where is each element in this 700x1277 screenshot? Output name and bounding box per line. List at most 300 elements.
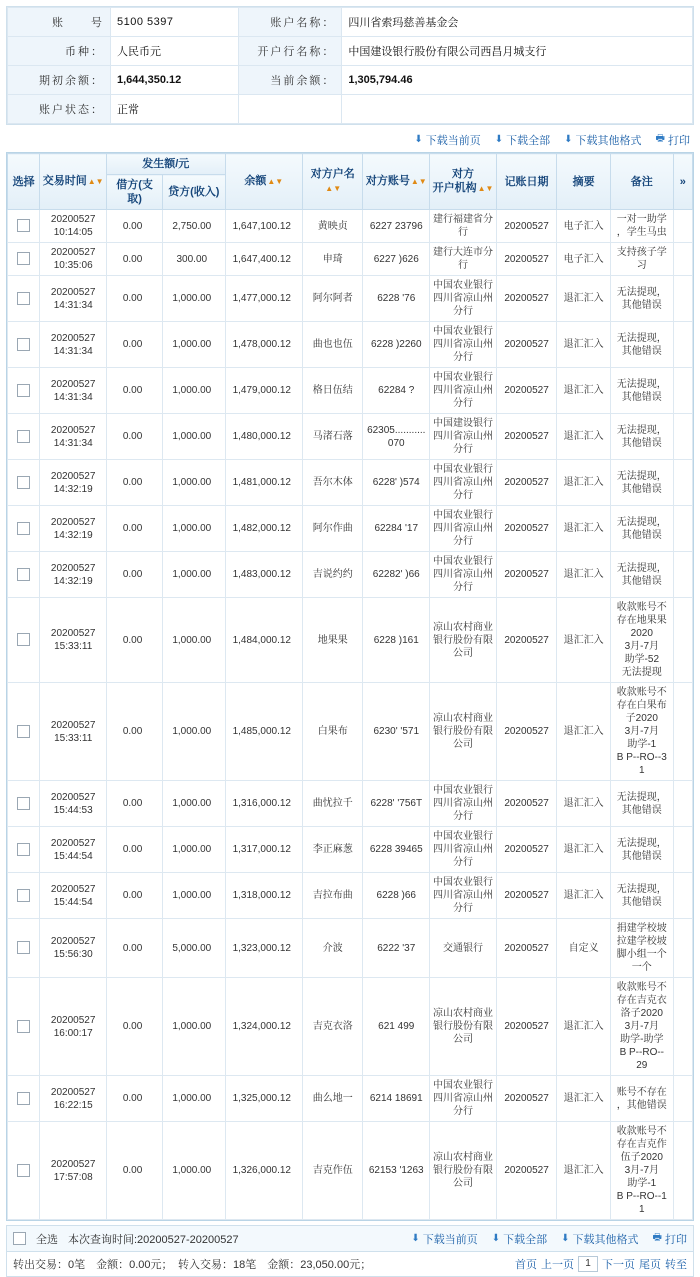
cell-balance: 1,647,100.12 <box>225 210 303 243</box>
cell-trade-time: 20200527 16:00:17 <box>40 978 107 1076</box>
row-select-cell[interactable] <box>8 414 40 460</box>
header-amount-group: 发生额/元 <box>107 154 225 175</box>
cell-counterparty-name: 曲也也伍 <box>303 322 363 368</box>
row-select-cell[interactable] <box>8 506 40 552</box>
info-value-account-name: 四川省索玛慈善基金会 <box>342 8 693 37</box>
cell-more <box>673 978 692 1076</box>
cell-abstract: 退汇汇入 <box>557 414 611 460</box>
cell-credit: 1,000.00 <box>163 276 225 322</box>
cell-abstract: 退汇汇入 <box>557 683 611 781</box>
row-checkbox[interactable] <box>17 476 30 489</box>
cell-remark: 无法提现， 其他错误 <box>611 873 673 919</box>
cell-balance: 1,482,000.12 <box>225 506 303 552</box>
cell-trade-time: 20200527 14:31:34 <box>40 322 107 368</box>
cell-debit: 0.00 <box>107 506 163 552</box>
link-label: 打印 <box>665 1233 687 1246</box>
row-select-cell[interactable] <box>8 1076 40 1122</box>
table-row[interactable] <box>8 460 693 506</box>
cell-counterparty-account: 6228' )574 <box>363 460 430 506</box>
cell-abstract: 退汇汇入 <box>557 276 611 322</box>
cell-record-date: 20200527 <box>496 243 556 276</box>
info-label: 账户名称： <box>239 8 342 37</box>
sort-icon: ▲▼ <box>325 184 342 193</box>
cell-credit: 300.00 <box>163 243 225 276</box>
header-more-columns[interactable]: » <box>673 154 692 210</box>
row-checkbox[interactable] <box>17 384 30 397</box>
info-value-current-balance: 1,305,794.46 <box>342 66 693 95</box>
header-label: 交易时间 <box>42 175 87 187</box>
table-row[interactable] <box>8 978 693 1076</box>
info-value-currency: 人民币元 <box>111 37 239 66</box>
cell-counterparty-account: 6230' '571 <box>363 683 430 781</box>
cell-record-date: 20200527 <box>496 1122 556 1220</box>
row-select-cell[interactable] <box>8 552 40 598</box>
row-checkbox[interactable] <box>17 430 30 443</box>
table-row[interactable] <box>8 598 693 683</box>
download-current-page-link[interactable] <box>414 132 480 148</box>
cell-abstract: 电子汇入 <box>557 243 611 276</box>
link-label: 下载其他格式 <box>572 1233 639 1246</box>
cell-debit: 0.00 <box>107 873 163 919</box>
cell-counterparty-bank: 中国农业银行 四川省凉山州 分行 <box>430 460 497 506</box>
cell-counterparty-name: 地果果 <box>303 598 363 683</box>
cell-record-date: 20200527 <box>496 683 556 781</box>
cell-debit: 0.00 <box>107 210 163 243</box>
cell-counterparty-account: 6228' '756T <box>363 781 430 827</box>
row-select-cell[interactable] <box>8 919 40 978</box>
cell-counterparty-bank: 中国农业银行 四川省凉山州 分行 <box>430 1076 497 1122</box>
cell-credit: 5,000.00 <box>163 919 225 978</box>
cell-counterparty-name: 吉拉布曲 <box>303 873 363 919</box>
cell-counterparty-account: 6228 39465 <box>363 827 430 873</box>
download-other-format-link[interactable] <box>564 132 641 148</box>
sort-icon: ▲▼ <box>477 184 494 193</box>
cell-counterparty-name: 吉克衣洛 <box>303 978 363 1076</box>
cell-abstract: 退汇汇入 <box>557 368 611 414</box>
cell-trade-time: 20200527 14:32:19 <box>40 506 107 552</box>
pager-jump[interactable]: 转至 <box>665 1259 687 1271</box>
row-select-cell[interactable] <box>8 827 40 873</box>
cell-record-date: 20200527 <box>496 276 556 322</box>
cell-record-date: 20200527 <box>496 873 556 919</box>
cell-debit: 0.00 <box>107 414 163 460</box>
cell-trade-time: 20200527 14:32:19 <box>40 460 107 506</box>
cell-counterparty-name: 白果布 <box>303 683 363 781</box>
info-row <box>8 8 693 37</box>
cell-counterparty-account: 62284 ? <box>363 368 430 414</box>
header-abstract: 摘要 <box>557 154 611 210</box>
download-icon: ⬇ <box>414 134 423 145</box>
cell-remark: 无法提现， 其他错误 <box>611 460 673 506</box>
cell-remark: 收款账号不 存在白果布 子2020 3月-7月 助学-1 B P--RO--3 1 <box>611 683 673 781</box>
info-empty-cell <box>239 95 342 124</box>
cell-credit: 1,000.00 <box>163 322 225 368</box>
cell-credit: 1,000.00 <box>163 552 225 598</box>
table-row[interactable] <box>8 1122 693 1220</box>
cell-counterparty-name: 阿尔阿者 <box>303 276 363 322</box>
cell-credit: 1,000.00 <box>163 683 225 781</box>
cell-counterparty-name: 格日伍结 <box>303 368 363 414</box>
cell-counterparty-bank: 中国农业银行 四川省凉山州 分行 <box>430 873 497 919</box>
cell-credit: 1,000.00 <box>163 873 225 919</box>
cell-record-date: 20200527 <box>496 978 556 1076</box>
download-all-link[interactable] <box>495 132 550 148</box>
cell-credit: 1,000.00 <box>163 827 225 873</box>
table-row[interactable] <box>8 1076 693 1122</box>
info-empty-cell <box>342 95 693 124</box>
cell-remark: 收款账号不 存在吉克衣 洛子2020 3月-7月 助学-助学 B P--RO-- 29 <box>611 978 673 1076</box>
cell-abstract: 退汇汇入 <box>557 827 611 873</box>
cell-counterparty-account: 62153 '1263 <box>363 1122 430 1220</box>
cell-more <box>673 781 692 827</box>
cell-record-date: 20200527 <box>496 210 556 243</box>
row-checkbox[interactable] <box>17 889 30 902</box>
header-remark: 备注 <box>611 154 673 210</box>
table-row[interactable] <box>8 506 693 552</box>
row-checkbox[interactable] <box>17 797 30 810</box>
cell-debit: 0.00 <box>107 827 163 873</box>
cell-trade-time: 20200527 15:44:54 <box>40 827 107 873</box>
cell-abstract: 退汇汇入 <box>557 322 611 368</box>
header-label: 对方户名 <box>310 168 355 180</box>
row-checkbox[interactable] <box>17 219 30 232</box>
cell-balance: 1,325,000.12 <box>225 1076 303 1122</box>
cell-counterparty-name: 李正麻葱 <box>303 827 363 873</box>
row-checkbox[interactable] <box>17 522 30 535</box>
cell-more <box>673 322 692 368</box>
cell-counterparty-bank: 中国建设银行 四川省凉山州 分行 <box>430 414 497 460</box>
cell-counterparty-name: 介波 <box>303 919 363 978</box>
cell-trade-time: 20200527 14:31:34 <box>40 368 107 414</box>
cell-record-date: 20200527 <box>496 506 556 552</box>
cell-remark: 一对一助学 ，学生马虫 <box>611 210 673 243</box>
cell-abstract: 退汇汇入 <box>557 598 611 683</box>
info-label: 开户行名称： <box>239 37 342 66</box>
header-balance[interactable] <box>225 154 303 210</box>
row-select-cell[interactable] <box>8 978 40 1076</box>
cell-counterparty-bank: 中国农业银行 四川省凉山州 分行 <box>430 276 497 322</box>
cell-remark: 无法提现， 其他错误 <box>611 506 673 552</box>
cell-counterparty-name: 吉说约约 <box>303 552 363 598</box>
cell-debit: 0.00 <box>107 598 163 683</box>
header-trade-time[interactable] <box>40 154 107 210</box>
cell-counterparty-name: 申琦 <box>303 243 363 276</box>
info-label: 期初余额： <box>8 66 111 95</box>
table-row[interactable] <box>8 322 693 368</box>
cell-abstract: 电子汇入 <box>557 210 611 243</box>
cell-record-date: 20200527 <box>496 460 556 506</box>
footer-row-bottom <box>6 1252 694 1277</box>
cell-counterparty-account: 6228 '76 <box>363 276 430 322</box>
cell-abstract: 退汇汇入 <box>557 873 611 919</box>
cell-balance: 1,326,000.12 <box>225 1122 303 1220</box>
link-label: 打印 <box>668 134 690 147</box>
cell-counterparty-bank: 中国农业银行 四川省凉山州 分行 <box>430 506 497 552</box>
cell-counterparty-bank: 中国农业银行 四川省凉山州 分行 <box>430 552 497 598</box>
grid-body <box>8 210 693 1220</box>
cell-trade-time: 20200527 10:35:06 <box>40 243 107 276</box>
row-checkbox[interactable] <box>17 1164 30 1177</box>
cell-remark: 无法提现， 其他错误 <box>611 781 673 827</box>
cell-balance: 1,483,000.12 <box>225 552 303 598</box>
cell-credit: 1,000.00 <box>163 978 225 1076</box>
cell-record-date: 20200527 <box>496 827 556 873</box>
cell-debit: 0.00 <box>107 683 163 781</box>
info-label: 账 号 <box>8 8 111 37</box>
cell-counterparty-account: 6228 )2260 <box>363 322 430 368</box>
cell-trade-time: 20200527 14:31:34 <box>40 414 107 460</box>
cell-balance: 1,481,000.12 <box>225 460 303 506</box>
footer-download-current-page-link[interactable] <box>411 1230 477 1247</box>
row-checkbox[interactable] <box>17 1020 30 1033</box>
table-row[interactable] <box>8 368 693 414</box>
cell-remark: 无法提现， 其他错误 <box>611 368 673 414</box>
cell-abstract: 退汇汇入 <box>557 781 611 827</box>
info-row <box>8 37 693 66</box>
link-label: 下载其他格式 <box>575 134 642 147</box>
cell-debit: 0.00 <box>107 552 163 598</box>
row-checkbox[interactable] <box>17 941 30 954</box>
cell-balance: 1,479,000.12 <box>225 368 303 414</box>
cell-credit: 1,000.00 <box>163 506 225 552</box>
cell-debit: 0.00 <box>107 781 163 827</box>
row-select-cell[interactable] <box>8 210 40 243</box>
cell-counterparty-bank: 凉山农村商业 银行股份有限 公司 <box>430 978 497 1076</box>
cell-trade-time: 20200527 10:14:05 <box>40 210 107 243</box>
row-checkbox[interactable] <box>17 568 30 581</box>
cell-credit: 1,000.00 <box>163 1122 225 1220</box>
cell-balance: 1,478,000.12 <box>225 322 303 368</box>
cell-trade-time: 20200527 17:57:08 <box>40 1122 107 1220</box>
cell-abstract: 退汇汇入 <box>557 460 611 506</box>
cell-more <box>673 460 692 506</box>
cell-abstract: 自定义 <box>557 919 611 978</box>
cell-balance: 1,484,000.12 <box>225 598 303 683</box>
cell-abstract: 退汇汇入 <box>557 978 611 1076</box>
cell-record-date: 20200527 <box>496 919 556 978</box>
cell-counterparty-bank: 交通银行 <box>430 919 497 978</box>
cell-debit: 0.00 <box>107 919 163 978</box>
info-value-opening-balance: 1,644,350.12 <box>111 66 239 95</box>
cell-counterparty-name: 吾尔木体 <box>303 460 363 506</box>
cell-credit: 2,750.00 <box>163 210 225 243</box>
cell-more <box>673 873 692 919</box>
row-select-cell[interactable] <box>8 322 40 368</box>
cell-counterparty-account: 6228 )66 <box>363 873 430 919</box>
cell-counterparty-account: 6228 )161 <box>363 598 430 683</box>
row-select-cell[interactable] <box>8 683 40 781</box>
table-row[interactable] <box>8 873 693 919</box>
link-label: 下载当前页 <box>422 1233 478 1246</box>
table-row[interactable] <box>8 210 693 243</box>
cell-trade-time: 20200527 15:33:11 <box>40 683 107 781</box>
header-label: 余额 <box>244 175 267 187</box>
pager-current-input[interactable]: 1 <box>578 1256 598 1272</box>
cell-debit: 0.00 <box>107 978 163 1076</box>
cell-balance: 1,480,000.12 <box>225 414 303 460</box>
cell-credit: 1,000.00 <box>163 598 225 683</box>
cell-abstract: 退汇汇入 <box>557 506 611 552</box>
row-checkbox[interactable] <box>17 292 30 305</box>
cell-counterparty-bank: 建行大连市分 行 <box>430 243 497 276</box>
cell-balance: 1,316,000.12 <box>225 781 303 827</box>
cell-more <box>673 598 692 683</box>
row-select-cell[interactable] <box>8 276 40 322</box>
cell-counterparty-account: 6227 23796 <box>363 210 430 243</box>
cell-remark: 收款账号不 存在吉克作 伍子2020 3月-7月 助学-1 B P--RO--1 1 <box>611 1122 673 1220</box>
cell-more <box>673 276 692 322</box>
cell-credit: 1,000.00 <box>163 1076 225 1122</box>
cell-debit: 0.00 <box>107 1076 163 1122</box>
info-label: 当前余额： <box>239 66 342 95</box>
sort-icon: ▲▼ <box>87 177 104 186</box>
row-checkbox[interactable] <box>17 252 30 265</box>
header-counterparty-account[interactable] <box>363 154 430 210</box>
cell-counterparty-bank: 中国农业银行 四川省凉山州 分行 <box>430 322 497 368</box>
cell-trade-time: 20200527 15:56:30 <box>40 919 107 978</box>
table-row[interactable] <box>8 919 693 978</box>
row-checkbox[interactable] <box>17 1092 30 1105</box>
select-all-checkbox[interactable] <box>13 1232 26 1245</box>
pager-prev[interactable]: 上一页 <box>541 1259 574 1271</box>
table-row[interactable] <box>8 276 693 322</box>
link-label: 下载当前页 <box>425 134 481 147</box>
cell-counterparty-name: 阿尔作曲 <box>303 506 363 552</box>
cell-abstract: 退汇汇入 <box>557 1122 611 1220</box>
cell-counterparty-bank: 凉山农村商业 银行股份有限 公司 <box>430 683 497 781</box>
cell-counterparty-account: 62305...........070 <box>363 414 430 460</box>
cell-more <box>673 1122 692 1220</box>
row-select-cell[interactable] <box>8 368 40 414</box>
footer-download-other-format-link[interactable] <box>561 1230 638 1247</box>
cell-counterparty-name: 黄映贞 <box>303 210 363 243</box>
account-info-panel <box>6 6 694 125</box>
cell-remark: 账号不存在 ，其他错误 <box>611 1076 673 1122</box>
cell-credit: 1,000.00 <box>163 368 225 414</box>
pager-first[interactable]: 首页 <box>515 1259 537 1271</box>
row-select-cell[interactable] <box>8 873 40 919</box>
download-icon: ⬇ <box>564 134 573 145</box>
row-checkbox[interactable] <box>17 843 30 856</box>
table-row[interactable] <box>8 827 693 873</box>
row-select-cell[interactable] <box>8 243 40 276</box>
row-checkbox[interactable] <box>17 725 30 738</box>
cell-counterparty-account: 6227 )626 <box>363 243 430 276</box>
cell-more <box>673 506 692 552</box>
row-checkbox[interactable] <box>17 338 30 351</box>
info-label: 币种： <box>8 37 111 66</box>
cell-counterparty-name: 吉克作伍 <box>303 1122 363 1220</box>
cell-more <box>673 683 692 781</box>
header-counterparty-name[interactable] <box>303 154 363 210</box>
cell-counterparty-bank: 中国农业银行 四川省凉山州 分行 <box>430 368 497 414</box>
cell-counterparty-name: 曲么地一 <box>303 1076 363 1122</box>
print-link[interactable] <box>656 131 690 148</box>
info-row <box>8 66 693 95</box>
sort-icon: ▲▼ <box>410 177 427 186</box>
download-icon: ⬇ <box>411 1233 420 1244</box>
cell-record-date: 20200527 <box>496 552 556 598</box>
download-icon: ⬇ <box>494 134 504 145</box>
info-value-account-number: 5100 5397 <box>111 8 239 37</box>
cell-counterparty-name: 曲忧拉千 <box>303 781 363 827</box>
info-label: 账户状态： <box>8 95 111 124</box>
cell-trade-time: 20200527 15:44:53 <box>40 781 107 827</box>
cell-counterparty-name: 马渚石落 <box>303 414 363 460</box>
table-row[interactable] <box>8 781 693 827</box>
top-toolbar <box>0 125 700 152</box>
pager-last[interactable]: 尾页 <box>639 1259 661 1271</box>
cell-record-date: 20200527 <box>496 322 556 368</box>
cell-trade-time: 20200527 16:22:15 <box>40 1076 107 1122</box>
cell-remark: 支持孩子学 习 <box>611 243 673 276</box>
cell-counterparty-account: 6222 '37 <box>363 919 430 978</box>
grid-footer <box>6 1225 694 1277</box>
cell-remark: 无法提现， 其他错误 <box>611 827 673 873</box>
cell-more <box>673 1076 692 1122</box>
download-icon: ⬇ <box>561 1233 570 1244</box>
cell-balance: 1,485,000.12 <box>225 683 303 781</box>
cell-abstract: 退汇汇入 <box>557 1076 611 1122</box>
link-label: 下载全部 <box>506 134 551 147</box>
header-counterparty-bank: 对方 开户机构▲▼ <box>430 154 497 210</box>
header-record-date: 记账日期 <box>496 154 556 210</box>
pager-next[interactable]: 下一页 <box>602 1259 635 1271</box>
transaction-stats: 转出交易：0笔 金额：0.00元； 转入交易：18笔 金额：23,050.00元； <box>13 1259 372 1271</box>
cell-trade-time: 20200527 14:32:19 <box>40 552 107 598</box>
footer-print-link[interactable] <box>653 1230 687 1247</box>
row-select-cell[interactable] <box>8 1122 40 1220</box>
table-row[interactable] <box>8 683 693 781</box>
cell-more <box>673 552 692 598</box>
cell-remark: 无法提现， 其他错误 <box>611 414 673 460</box>
cell-counterparty-bank: 中国农业银行 四川省凉山州 分行 <box>430 781 497 827</box>
cell-debit: 0.00 <box>107 368 163 414</box>
print-icon: 🖶 <box>652 1232 662 1243</box>
row-select-cell[interactable] <box>8 460 40 506</box>
cell-record-date: 20200527 <box>496 368 556 414</box>
table-row[interactable] <box>8 414 693 460</box>
row-checkbox[interactable] <box>17 633 30 646</box>
table-row[interactable] <box>8 552 693 598</box>
cell-credit: 1,000.00 <box>163 781 225 827</box>
cell-debit: 0.00 <box>107 243 163 276</box>
cell-balance: 1,317,000.12 <box>225 827 303 873</box>
link-label: 下载全部 <box>503 1233 548 1246</box>
cell-trade-time: 20200527 15:33:11 <box>40 598 107 683</box>
cell-counterparty-bank: 凉山农村商业 银行股份有限 公司 <box>430 598 497 683</box>
row-select-cell[interactable] <box>8 598 40 683</box>
cell-trade-time: 20200527 15:44:54 <box>40 873 107 919</box>
header-debit: 借方(支取) <box>107 175 163 210</box>
bank-statement-page <box>0 6 700 1277</box>
footer-download-all-link[interactable] <box>492 1230 547 1247</box>
cell-balance: 1,323,000.12 <box>225 919 303 978</box>
print-icon: 🖶 <box>655 133 665 144</box>
cell-counterparty-account: 621 499 <box>363 978 430 1076</box>
table-row[interactable] <box>8 243 693 276</box>
cell-remark: 捐建学校坡 拉建学校坡 脚小组一个 一个 <box>611 919 673 978</box>
header-select: 选择 <box>8 154 40 210</box>
cell-counterparty-account: 62284 '17 <box>363 506 430 552</box>
cell-more <box>673 243 692 276</box>
cell-balance: 1,647,400.12 <box>225 243 303 276</box>
cell-trade-time: 20200527 14:31:34 <box>40 276 107 322</box>
cell-abstract: 退汇汇入 <box>557 552 611 598</box>
row-select-cell[interactable] <box>8 781 40 827</box>
cell-more <box>673 368 692 414</box>
cell-record-date: 20200527 <box>496 414 556 460</box>
